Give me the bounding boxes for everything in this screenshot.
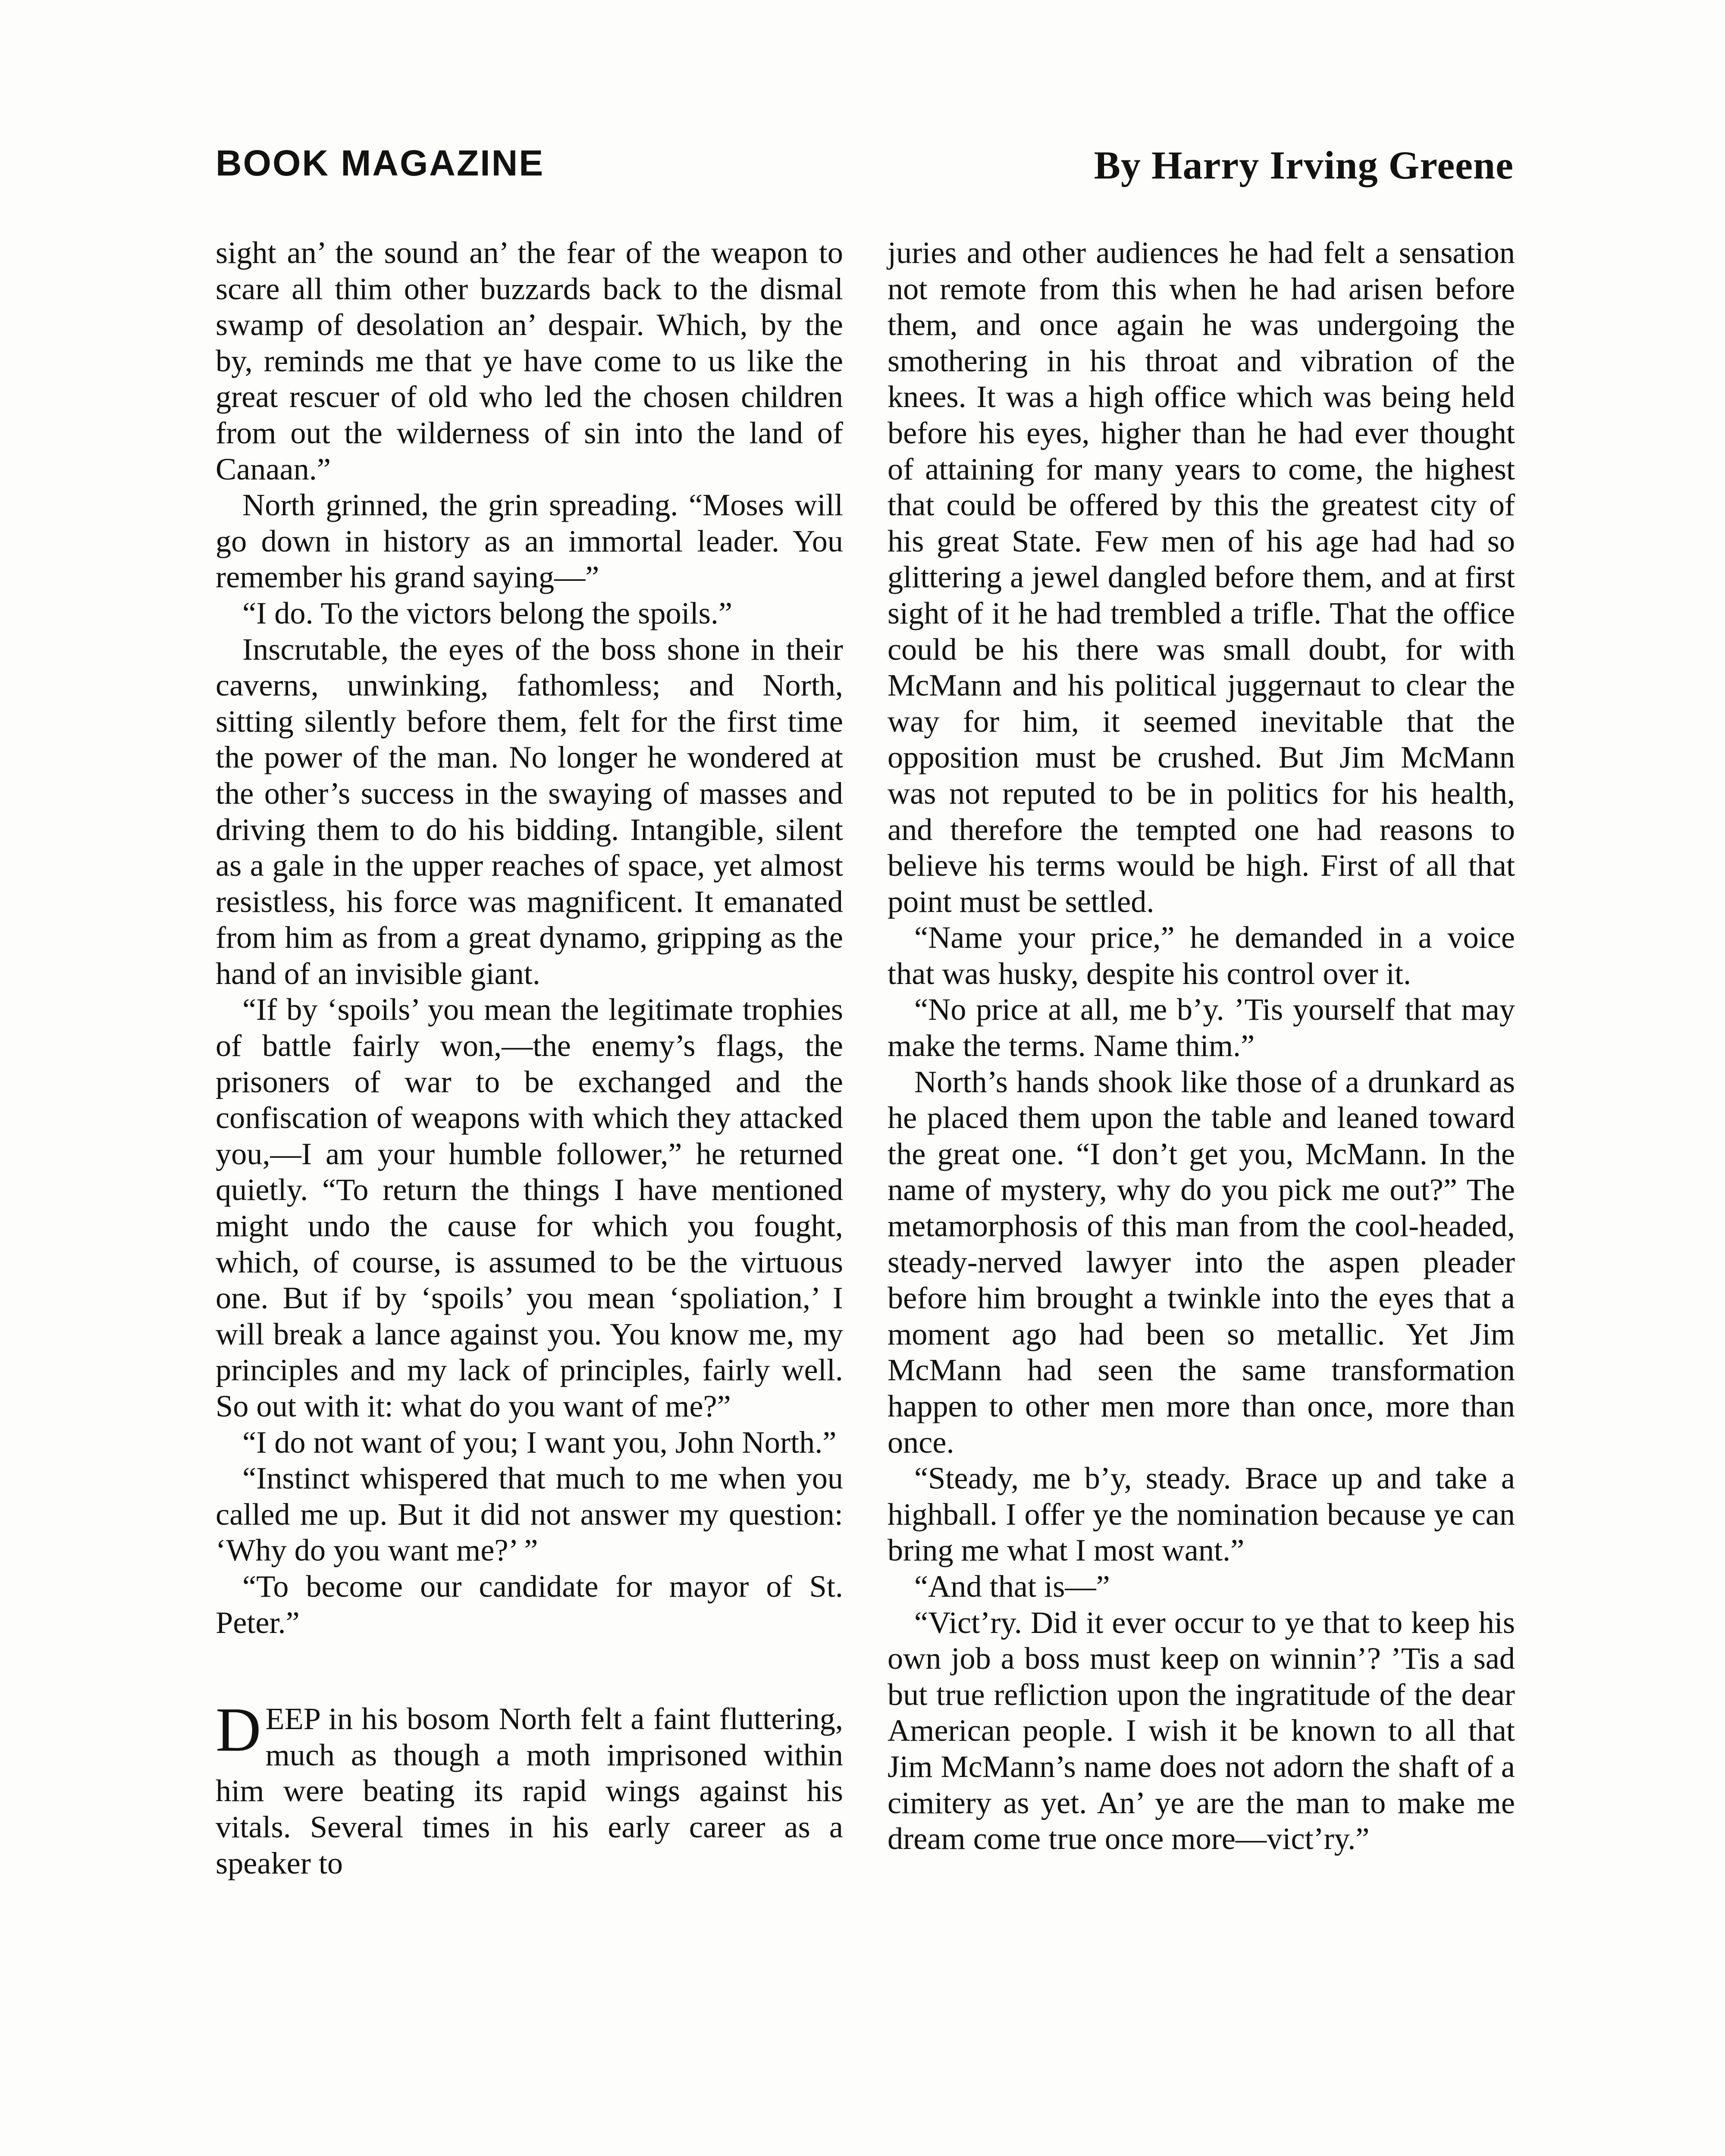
paragraph: Inscrutable, the eyes of the boss shone in their caverns, unwinking, fathomless; and North, sitting silently before them, felt for the first time the power of the man. No longer he wondered at the other’s success in the swaying of masses and driving them to do his bidding. Intangible, silent as a gale in the upper reaches of space, yet almost resistless, his force was magnificent. It emanated from him as from a great dynamo, gripping as the hand of an invisible giant. — [216, 632, 843, 991]
paragraph: “I do. To the victors belong the spoils.” — [242, 595, 733, 630]
paragraph: “To become our candidate for mayor of St. Peter.” — [216, 1569, 843, 1640]
running-header — [216, 142, 1514, 203]
paragraph: “No price at all, me b’y. ’Tis yourself that may make the terms. Name thim.” — [888, 992, 1515, 1063]
author-byline: By Harry Irving Greene — [1094, 143, 1514, 187]
paragraph: “I do not want of you; I want you, John North.” — [242, 1425, 837, 1460]
paragraph: North grinned, the grin spreading. “Moses will go down in history as an immortal leader. You remember his grand saying—” — [216, 488, 843, 595]
section-paragraph — [216, 1695, 843, 1881]
magazine-title: BOOK MAGAZINE — [216, 143, 545, 183]
paragraph: “And that is—” — [914, 1569, 1110, 1604]
right-text-column — [888, 235, 1515, 1857]
paragraph: “Name your price,” he demanded in a voice that was husky, despite his control over it. — [888, 920, 1515, 991]
paragraph: juries and other audiences he had felt a sensation not remote from this when he had arisen before them, and once again he was undergoing the smothering in his throat and vibration of the knees. It was a high office which was being held before his eyes, higher than he had ever thought of attaining for many years to come, the highest that could be offered by this the greatest city of his great State. Few men of his age had had so glittering a jewel dangled before them, and at first sight of it he had trembled a trifle. That the office could be his there was small doubt, for with McMann and his political juggernaut to clear the way for him, it seemed inevitable that the opposition must be crushed. But Jim McMann was not reputed to be in politics for his health, and therefore the tempted one had reasons to believe his terms would be high. First of all that point must be settled. — [888, 235, 1515, 919]
paragraph: North’s hands shook like those of a drunkard as he placed them upon the table and leaned toward the great one. “I don’t get you, McMann. In the name of mystery, why do you pick me out?” The metamorphosis of this man from the cool-headed, steady-nerved lawyer into the aspen pleader before him brought a twinkle into the eyes that a moment ago had been so metallic. Yet Jim McMann had seen the same transformation happen to other men more than once, more than once. — [888, 1064, 1515, 1460]
paragraph: “Steady, me b’y, steady. Brace up and take a highball. I offer ye the nomination because ye can bring me what I most want.” — [888, 1461, 1515, 1568]
paragraph: “Instinct whispered that much to me when you called me up. But it did not answer my question: ‘Why do you want me?’ ” — [216, 1461, 843, 1568]
paragraph-text: EEP in his bosom North felt a faint fluttering, much as though a moth imprisoned within him were beating its rapid wings against his vitals. Several times in his early career as a speaker to — [216, 1702, 843, 1880]
paragraph: sight an’ the sound an’ the fear of the weapon to scare all thim other buzzards back to the dismal swamp of desolation an’ despair. Which, by the by, reminds me that ye have come to us like the great rescuer of old who led the chosen children from out the wilderness of sin into the land of Canaan.” — [216, 235, 843, 486]
left-text-column — [216, 235, 843, 1881]
paragraph: “Vict’ry. Did it ever occur to ye that to keep his own job a boss must keep on winnin’? ’Tis a sad but true refliction upon the ingratitude of the dear American people. I wish it be known to all that Jim McMann’s name does not adorn the shaft of a cimitery as yet. An’ ye are the man to make me dream come true once more—vict’ry.” — [888, 1605, 1515, 1856]
paragraph: “If by ‘spoils’ you mean the legitimate trophies of battle fairly won,—the enemy’s flags, the prisoners of war to be exchanged and the confiscation of weapons with which they attacked you,—I am your humble follower,” he returned quietly. “To return the things I have mentioned might undo the cause for which you fought, which, of course, is assumed to be the virtuous one. But if by ‘spoils’ you mean ‘spoliation,’ I will break a lance against you. You know me, my principles and my lack of principles, fairly well. So out with it: what do you want of me?” — [216, 992, 843, 1423]
drop-cap: D — [216, 1695, 261, 1765]
